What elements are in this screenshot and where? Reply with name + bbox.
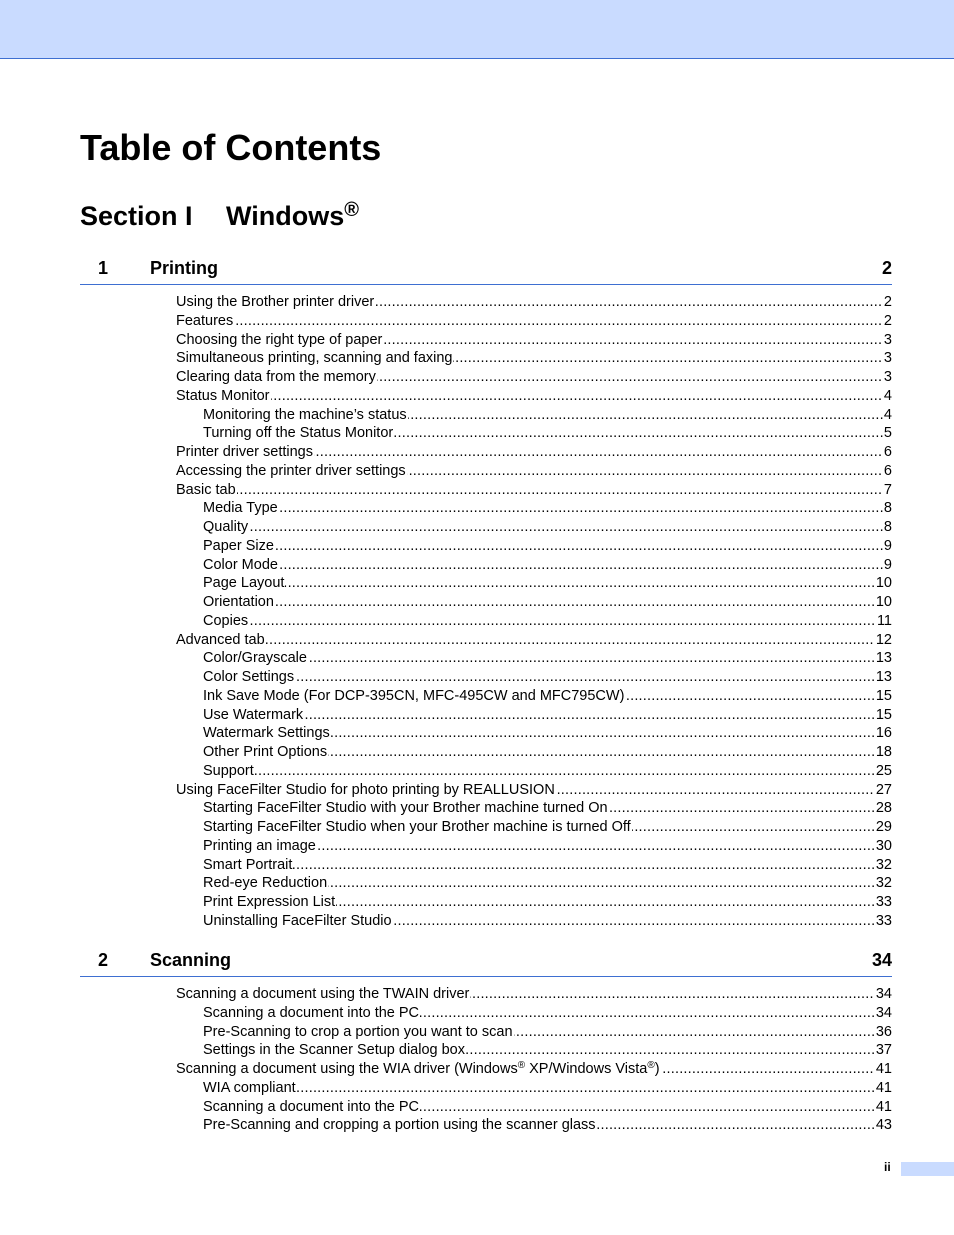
toc-entry-page: 29 bbox=[875, 819, 892, 835]
toc-entry-page: 8 bbox=[883, 500, 892, 517]
toc-entry-title: Use Watermark bbox=[203, 706, 304, 723]
toc-entry-title: Paper Size bbox=[203, 537, 274, 554]
chapter-number: 1 bbox=[98, 258, 109, 278]
toc-entry-page: 13 bbox=[875, 650, 892, 667]
chapter-title: Printing bbox=[150, 258, 218, 278]
toc-entry-page: 33 bbox=[875, 912, 892, 929]
toc-entry[interactable] bbox=[203, 762, 892, 781]
toc-entry[interactable] bbox=[203, 856, 892, 875]
toc-entry-title: Media Type bbox=[203, 500, 278, 517]
toc-entry-title: Watermark Settings bbox=[203, 725, 330, 742]
toc-entry[interactable] bbox=[203, 893, 892, 912]
toc-entry[interactable] bbox=[203, 518, 892, 537]
toc-entry-page: 7 bbox=[883, 481, 892, 498]
toc-entry-title: Basic tab bbox=[176, 481, 236, 498]
toc-entry[interactable] bbox=[203, 687, 892, 706]
toc-entry[interactable] bbox=[203, 743, 892, 762]
toc-entry[interactable] bbox=[203, 1023, 892, 1042]
toc-entry[interactable] bbox=[176, 781, 892, 800]
registered-mark: ® bbox=[517, 1060, 526, 1071]
chapter-page: 34 bbox=[871, 950, 892, 970]
section-heading bbox=[80, 196, 359, 236]
toc-entry-title: Choosing the right type of paper bbox=[176, 331, 383, 348]
toc-entry-page: 2 bbox=[883, 312, 892, 329]
toc-entry-title: Simultaneous printing, scanning and faxing bbox=[176, 350, 453, 367]
toc-entry-title: Printer driver settings bbox=[176, 444, 313, 460]
toc-entry[interactable] bbox=[203, 499, 892, 518]
toc-entry-page: 41 bbox=[875, 1061, 892, 1077]
toc-entry[interactable] bbox=[176, 462, 892, 481]
toc-entry[interactable] bbox=[203, 649, 892, 668]
toc-entries-scanning bbox=[176, 985, 892, 1135]
chapter-heading-scanning[interactable] bbox=[80, 948, 892, 977]
toc-entry[interactable] bbox=[203, 424, 892, 443]
toc-entry-title: Pre-Scanning and cropping a portion using the scanner glass bbox=[203, 1117, 596, 1134]
toc-entry-page: 30 bbox=[875, 837, 892, 854]
toc-entry-title: Smart Portrait bbox=[203, 856, 293, 873]
toc-entry-text-part: XP/Windows Vista bbox=[525, 1061, 648, 1077]
toc-entry-title: Starting FaceFilter Studio when your Brother machine is turned Off bbox=[203, 819, 631, 835]
toc-entry-title: Printing an image bbox=[203, 837, 316, 854]
toc-entry-title: Orientation bbox=[203, 594, 274, 610]
toc-entry-page: 6 bbox=[883, 444, 892, 460]
toc-entry-title: Color Settings bbox=[203, 669, 295, 685]
toc-entry[interactable] bbox=[203, 724, 892, 743]
toc-entry-title: Color Mode bbox=[203, 556, 278, 573]
toc-entry-title: Page Layout bbox=[203, 575, 285, 592]
toc-entry-page: 16 bbox=[875, 725, 892, 742]
toc-entry-page: 10 bbox=[875, 594, 892, 610]
chapter-title: Scanning bbox=[150, 950, 232, 970]
toc-entry-page: 3 bbox=[883, 350, 892, 367]
registered-mark: ® bbox=[647, 1060, 655, 1071]
page-tab-marker bbox=[901, 1162, 954, 1176]
toc-entry-page: 41 bbox=[875, 1079, 892, 1096]
toc-entry-page: 6 bbox=[883, 462, 892, 479]
toc-entry-page: 11 bbox=[876, 612, 892, 629]
toc-entry[interactable] bbox=[203, 574, 892, 593]
toc-entry[interactable] bbox=[203, 1041, 892, 1060]
toc-entry-title: Turning off the Status Monitor bbox=[203, 425, 394, 442]
toc-entry-page: 41 bbox=[875, 1098, 892, 1115]
toc-entry-title: Other Print Options bbox=[203, 744, 328, 760]
toc-entry-title: Monitoring the machine’s status bbox=[203, 406, 407, 423]
toc-entry-page: 9 bbox=[883, 537, 892, 554]
toc-entry-text-part: Scanning a document using the WIA driver (Windows bbox=[176, 1061, 518, 1077]
toc-entry-title: Print Expression List bbox=[203, 894, 336, 910]
toc-entry-title: Copies bbox=[203, 612, 249, 629]
toc-entry-page: 43 bbox=[875, 1117, 892, 1134]
toc-entry-page: 4 bbox=[883, 406, 892, 423]
toc-entry[interactable] bbox=[176, 631, 892, 650]
toc-entry[interactable] bbox=[176, 443, 892, 462]
toc-entry-page: 37 bbox=[875, 1042, 892, 1059]
toc-entry[interactable] bbox=[203, 799, 892, 818]
toc-entry-title: Features bbox=[176, 312, 234, 329]
chapter-page: 2 bbox=[881, 258, 892, 278]
toc-entries-printing bbox=[176, 293, 892, 931]
toc-entry-page: 27 bbox=[875, 781, 892, 798]
toc-entry[interactable] bbox=[176, 1060, 892, 1079]
toc-entry-title: Starting FaceFilter Studio with your Brother machine turned On bbox=[203, 800, 608, 817]
toc-entry-title: Advanced tab bbox=[176, 631, 265, 648]
toc-entry[interactable] bbox=[203, 1004, 892, 1023]
toc-entry[interactable] bbox=[203, 1098, 892, 1117]
toc-entry[interactable] bbox=[176, 481, 892, 500]
page-header-band bbox=[0, 0, 954, 59]
toc-entry-page: 34 bbox=[875, 1004, 892, 1021]
chapter-heading-printing[interactable] bbox=[80, 256, 892, 285]
section-name: Windows bbox=[226, 201, 345, 231]
toc-entry[interactable] bbox=[203, 537, 892, 556]
toc-entry-page: 25 bbox=[875, 762, 892, 779]
toc-entry-page: 15 bbox=[875, 706, 892, 723]
toc-entry[interactable] bbox=[176, 349, 892, 368]
toc-entry[interactable] bbox=[203, 1079, 892, 1098]
toc-entry-title: Scanning a document into the PC bbox=[203, 1098, 420, 1115]
toc-entry-title: Using FaceFilter Studio for photo printing by REALLUSION bbox=[176, 781, 555, 798]
toc-entry[interactable] bbox=[203, 406, 892, 425]
toc-entry[interactable] bbox=[203, 874, 892, 893]
page-title: Table of Contents bbox=[80, 127, 382, 168]
toc-entry-page: 3 bbox=[883, 331, 892, 348]
toc-entry-page: 12 bbox=[875, 631, 892, 648]
toc-entry-page: 36 bbox=[875, 1023, 892, 1040]
toc-entry[interactable] bbox=[203, 818, 892, 837]
toc-entry-page: 10 bbox=[875, 575, 892, 592]
registered-mark: ® bbox=[344, 199, 359, 221]
toc-entry-page: 5 bbox=[883, 425, 892, 442]
toc-entry-page: 32 bbox=[875, 875, 892, 892]
toc-entry-title: Color/Grayscale bbox=[203, 650, 307, 667]
toc-entry-title bbox=[176, 1061, 661, 1077]
toc-entry[interactable] bbox=[203, 593, 892, 612]
chapter-number: 2 bbox=[98, 950, 109, 970]
toc-entry-page: 3 bbox=[883, 369, 892, 385]
toc-entry-page: 18 bbox=[875, 744, 892, 760]
toc-entry-title: Ink Save Mode (For DCP-395CN, MFC-495CW and MFC795CW) bbox=[203, 687, 625, 704]
toc-entry[interactable] bbox=[203, 668, 892, 687]
toc-entry[interactable] bbox=[203, 1116, 892, 1135]
toc-entry-page: 28 bbox=[875, 800, 892, 817]
toc-entry[interactable] bbox=[176, 331, 892, 350]
toc-entry-page: 33 bbox=[875, 894, 892, 910]
toc-entry-page: 8 bbox=[883, 519, 892, 535]
toc-entry[interactable] bbox=[176, 368, 892, 387]
toc-entry-page: 34 bbox=[875, 986, 892, 1002]
toc-entry[interactable] bbox=[203, 556, 892, 575]
toc-entry[interactable] bbox=[203, 612, 892, 631]
toc-entry-title: Using the Brother printer driver bbox=[176, 294, 375, 310]
toc-entry-title: Red-eye Reduction bbox=[203, 875, 328, 892]
toc-entry-page: 15 bbox=[875, 687, 892, 704]
toc-entry-title: Quality bbox=[203, 519, 249, 535]
toc-entry-page: 32 bbox=[875, 856, 892, 873]
toc-entry[interactable] bbox=[176, 985, 892, 1004]
toc-entry-title: Support bbox=[203, 762, 254, 779]
toc-entry-page: 9 bbox=[883, 556, 892, 573]
section-number: Section I bbox=[80, 201, 193, 231]
toc-entry-title: Scanning a document using the TWAIN driver bbox=[176, 986, 470, 1002]
toc-entry[interactable] bbox=[176, 293, 892, 312]
toc-entry[interactable] bbox=[176, 387, 892, 406]
toc-entry-title: Uninstalling FaceFilter Studio bbox=[203, 912, 392, 929]
toc-entry-title: WIA compliant bbox=[203, 1079, 296, 1096]
toc-entry-title: Scanning a document into the PC bbox=[203, 1004, 420, 1021]
toc-entry-title: Settings in the Scanner Setup dialog box bbox=[203, 1042, 465, 1059]
page-number: ii bbox=[884, 1160, 891, 1174]
toc-entry-title: Status Monitor bbox=[176, 387, 270, 404]
toc-entry-page: 2 bbox=[883, 294, 892, 310]
toc-entry[interactable] bbox=[203, 837, 892, 856]
toc-entry-page: 13 bbox=[875, 669, 892, 685]
toc-entry-page: 4 bbox=[883, 387, 892, 404]
toc-entry[interactable] bbox=[203, 706, 892, 725]
toc-entry-title: Clearing data from the memory bbox=[176, 369, 376, 385]
toc-entry[interactable] bbox=[176, 312, 892, 331]
toc-entry-title: Pre-Scanning to crop a portion you want to scan bbox=[203, 1023, 513, 1040]
toc-entry-title: Accessing the printer driver settings bbox=[176, 462, 406, 479]
toc-entry[interactable] bbox=[203, 912, 892, 931]
toc-entry-text-part: ) bbox=[654, 1061, 660, 1077]
